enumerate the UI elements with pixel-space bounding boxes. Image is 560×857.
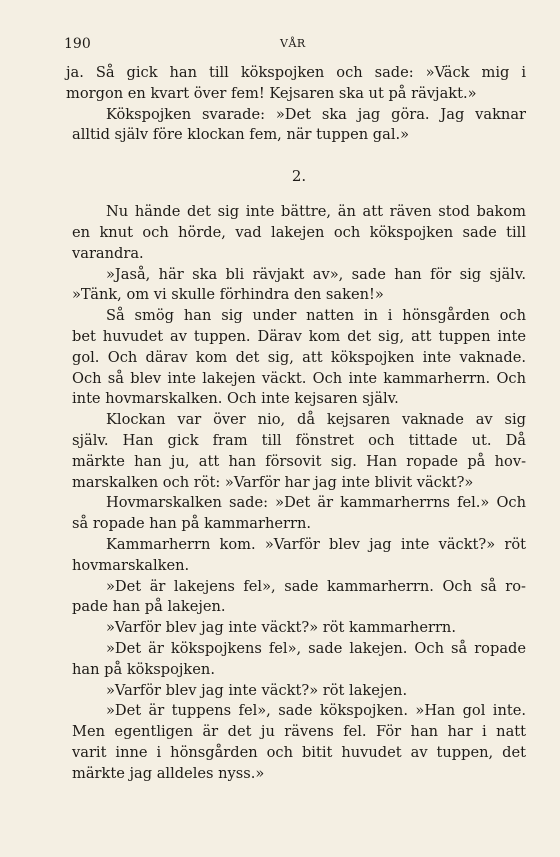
text-line: bet huvudet av tuppen. Därav kom det sig, att tuppen inte (72, 327, 526, 345)
text-line: ja. Så gick han till kökspojken och sade: »Väck mig i (66, 64, 526, 81)
text-line: varandra. (72, 244, 144, 262)
text-line: märkte jag alldeles nyss.» (72, 764, 265, 782)
text-line: »Det är tuppens fel», sade kökspojken. »Han gol inte. (106, 702, 526, 720)
text-line: Kökspojken svarade: »Det ska jag göra. Jag vaknar (106, 105, 526, 123)
text-line: så ropade han på kammarherrn. (72, 515, 311, 533)
text-line: Kammarherrn kom. »Varför blev jag inte väckt?» röt (106, 535, 526, 553)
text-line: Nu hände det sig inte bättre, än att räven stod bakom (106, 203, 526, 221)
text-line: själv. Han gick fram till fönstret och tittade ut. Då (72, 431, 526, 449)
text-line: »Jaså, här ska bli rävjakt av», sade han för sig själv. (106, 265, 526, 283)
text-line: inte hovmarskalken. Och inte kejsaren själv. (72, 390, 399, 408)
text-line: Så smög han sig under natten in i hönsgården och (106, 307, 526, 325)
text-line: alltid själv före klockan fem, när tuppen gal.» (72, 126, 410, 144)
text-line: hovmarskalken. (72, 556, 190, 574)
text-line: »Det är lakejens fel», sade kammarherrn. Och så ro- (106, 577, 526, 595)
text-line: Klockan var över nio, då kejsaren vaknade av sig (106, 411, 526, 429)
text-line: marskalken och röt: »Varför har jag inte blivit väckt?» (72, 473, 474, 491)
text-line: morgon en kvart över fem! Kejsaren ska ut på rävjakt.» (66, 84, 477, 102)
page-number: 190 (64, 36, 91, 52)
text-line: »Varför blev jag inte väckt?» röt lakejen. (106, 681, 408, 699)
page-header (64, 36, 526, 54)
body-text (66, 63, 526, 785)
text-line: Hovmarskalken sade: »Det är kammarherrns fel.» Och (106, 494, 526, 512)
text-line: han på kökspojken. (72, 660, 215, 678)
text-line: varit inne i hönsgården och bitit huvudet av tuppen, det (72, 743, 526, 761)
text-line: gol. Och därav kom det sig, att kökspojken inte vaknade. (72, 348, 526, 366)
section-number: 2. (291, 167, 307, 186)
text-line: »Tänk, om vi skulle förhindra den saken!» (72, 286, 384, 304)
text-line: märkte han ju, att han försovit sig. Han ropade på hov- (72, 452, 526, 470)
text-line: »Varför blev jag inte väckt?» röt kammarherrn. (106, 619, 456, 637)
text-line: en knut och hörde, vad lakejen och kökspojken sade till (72, 223, 526, 241)
text-line: Men egentligen är det ju rävens fel. För han har i natt (72, 723, 526, 741)
text-line: pade han på lakejen. (72, 598, 226, 616)
text-line: Och så blev inte lakejen väckt. Och inte kammarherrn. Och (72, 369, 526, 387)
text-line: »Det är kökspojkens fel», sade lakejen. Och så ropade (106, 639, 526, 657)
running-head: VÅR (280, 37, 306, 50)
